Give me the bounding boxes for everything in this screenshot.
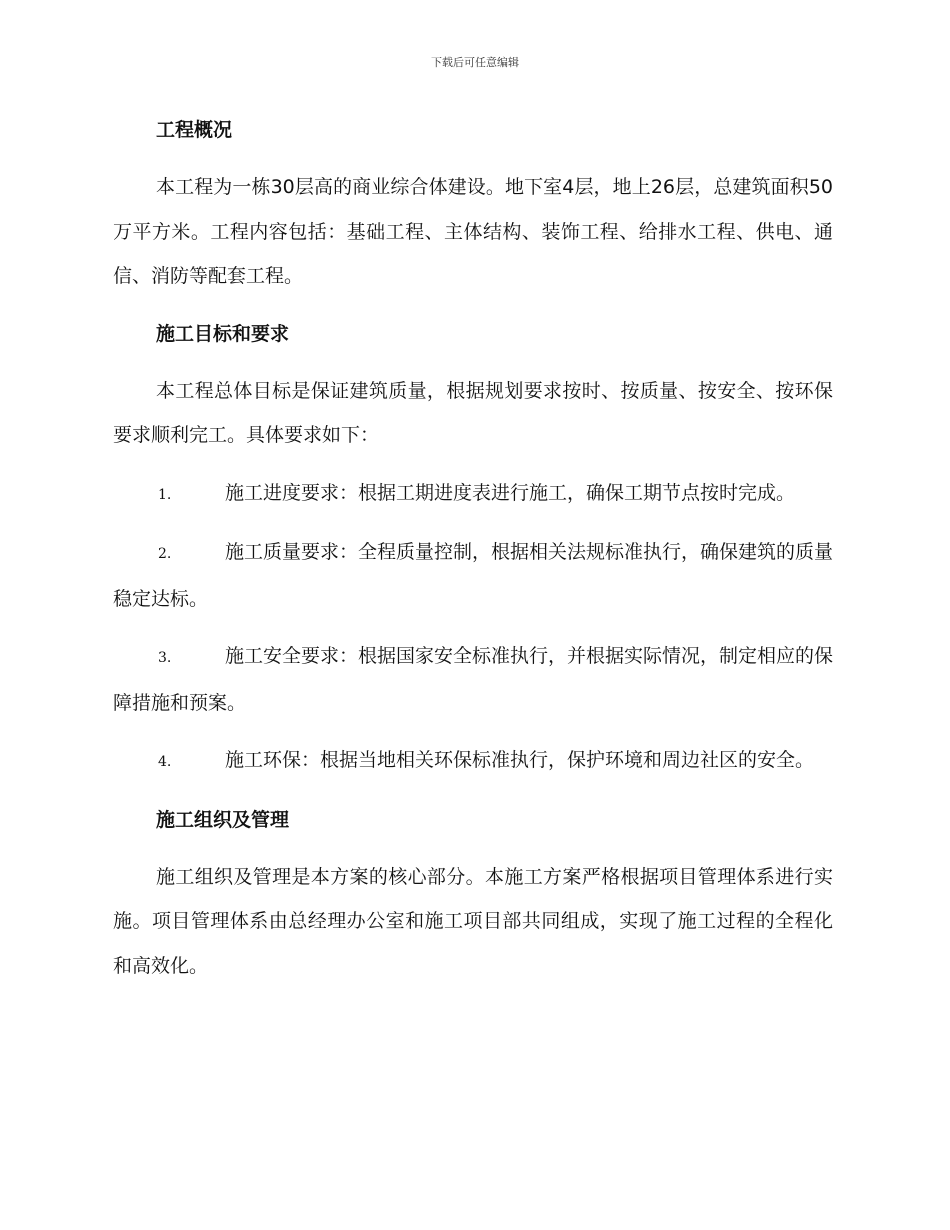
section-paragraph-management: 施工组织及管理是本方案的核心部分。本施工方案严格根据项目管理体系进行实施。项目管理体系由总经理办公室和施工项目部共同组成，实现了施工过程的全程化和高效化。 (113, 865, 833, 977)
list-item (113, 471, 833, 518)
page-header-note: 下载后可任意编辑 (431, 56, 519, 69)
list-item-number: 3. (158, 650, 172, 666)
list-item-number: 4. (158, 754, 172, 770)
list-item-text: 施工进度要求：根据工期进度表进行施工，确保工期节点按时完成。 (225, 481, 796, 504)
section-heading-overview: 工程概况 (156, 119, 233, 141)
list-item (113, 530, 833, 621)
list-item-number: 1. (158, 486, 172, 503)
section-paragraph-overview: 本工程为一栋30层高的商业综合体建设。地下室4层，地上26层，总建筑面积50万平方米。工程内容包括：基础工程、主体结构、装饰工程、给排水工程、供电、通信、消防等配套工程。 (113, 176, 833, 287)
section-heading-goals: 施工目标和要求 (156, 322, 290, 345)
document-body (113, 108, 833, 1001)
list-item-text: 施工环保：根据当地相关环保标准执行，保护环境和周边社区的安全。 (225, 749, 815, 771)
section-heading-management: 施工组织及管理 (156, 808, 290, 831)
list-item-text: 施工安全要求：根据国家安全标准执行，并根据实际情况，制定相应的保障措施和预案。 (113, 645, 834, 714)
list-item-number: 2. (158, 546, 172, 562)
list-item (113, 634, 833, 725)
section-paragraph-goals: 本工程总体目标是保证建筑质量，根据规划要求按时、按质量、按安全、按环保要求顺利完工。具体要求如下： (113, 379, 833, 446)
list-item (113, 738, 833, 785)
list-item-text: 施工质量要求：全程质量控制，根据相关法规标准执行，确保建筑的质量稳定达标。 (113, 541, 834, 610)
